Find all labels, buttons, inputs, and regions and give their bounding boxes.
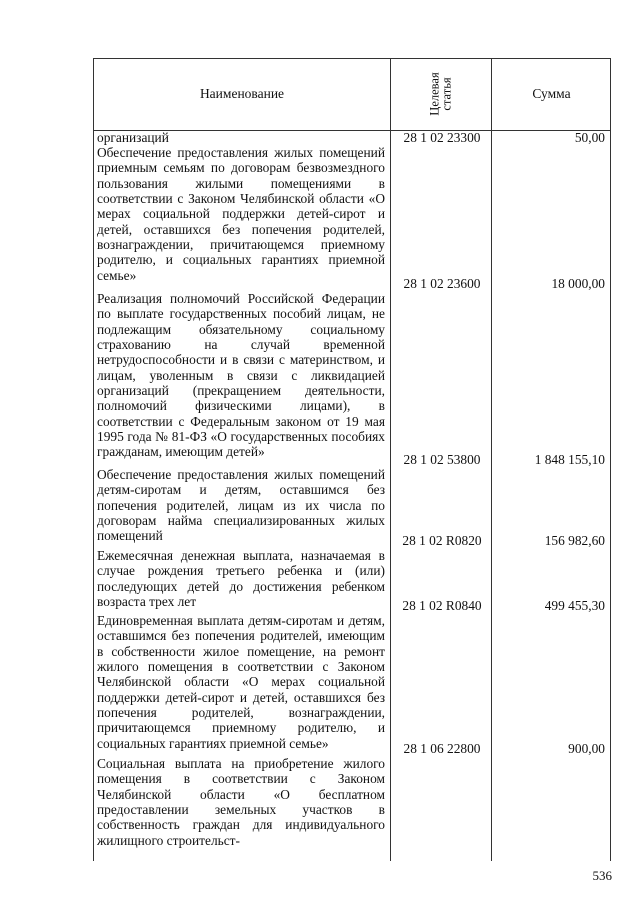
row-description: Обеспечение предоставления жилых помещений приемным семьям по договорам безвозмездного пользования жилыми помещениями в соответствии с Законом Челябинской области «О мерах социальной поддержки детей-сирот и детей, оставшихся без попечения родителей, вознаграждении, причитающемся приемному родителю, и социальных гарантиях приемной семье» [97,145,385,283]
row-description: Обеспечение предоставления жилых помещений детям-сиротам и детям, оставшимся без попечения родителей, лицам из их числа по договорам найма специализированных жилых помещений [97,467,385,544]
row-description: Реализация полномочий Российской Федерации по выплате государственных пособий лицам, не подлежащим обязательному социальному страхованию на случай временной нетрудоспособности и в связи с материнством, и лицам, уволенным в связи с ликвидацией организаций (прекращением деятельности, полномочий физическими лицами), в соответствии с Федеральным законом от 19 мая 1995 года № 81-ФЗ «О государственных пособиях гражданам, имеющим детей» [97,291,385,460]
row-sum: 156 982,60 [544,533,605,548]
row-code: 28 1 02 23600 [403,276,481,291]
header-name: Наименование [199,86,285,101]
row-description: организаций [97,130,169,145]
header-target-article [391,58,491,130]
row-sum: 499 455,30 [544,598,605,613]
row-code: 28 1 02 R0840 [402,598,482,613]
header-target-article-line1: Целевая [428,72,442,116]
row-code: 28 1 02 R0820 [402,533,482,548]
row-sum: 1 848 155,10 [534,452,605,467]
row-sum: 900,00 [568,741,605,756]
row-description: Социальная выплата на приобретение жилого помещения в соответствии с Законом Челябинской области «О бесплатном предоставлении земельных участков в собственность граждан для индивидуального жилищного строительст- [97,756,385,848]
page-number: 536 [592,868,612,883]
column-divider [390,58,391,861]
row-code: 28 1 02 23300 [403,130,481,145]
row-description: Ежемесячная денежная выплата, назначаемая в случае рождения третьего ребенка и (или) последующих детей до достижения ребенком возраста трех лет [97,548,385,610]
header-sum: Сумма [532,86,571,101]
row-code: 28 1 02 53800 [403,452,481,467]
row-description: Единовременная выплата детям-сиротам и детям, оставшимся без попечения родителей, имеющим в собственности жилое помещение, на ремонт жилого помещения в соответствии с Законом Челябинской области «О мерах социальной поддержки детей-сирот и детей, оставшихся без попечения родителей, вознаграждении, причитающемся приемному родителю, и социальных гарантиях приемной семье» [97,613,385,751]
row-sum: 18 000,00 [551,276,605,291]
row-code: 28 1 06 22800 [403,741,481,756]
header-target-article-line2: статья [440,77,454,111]
row-sum: 50,00 [574,130,605,145]
